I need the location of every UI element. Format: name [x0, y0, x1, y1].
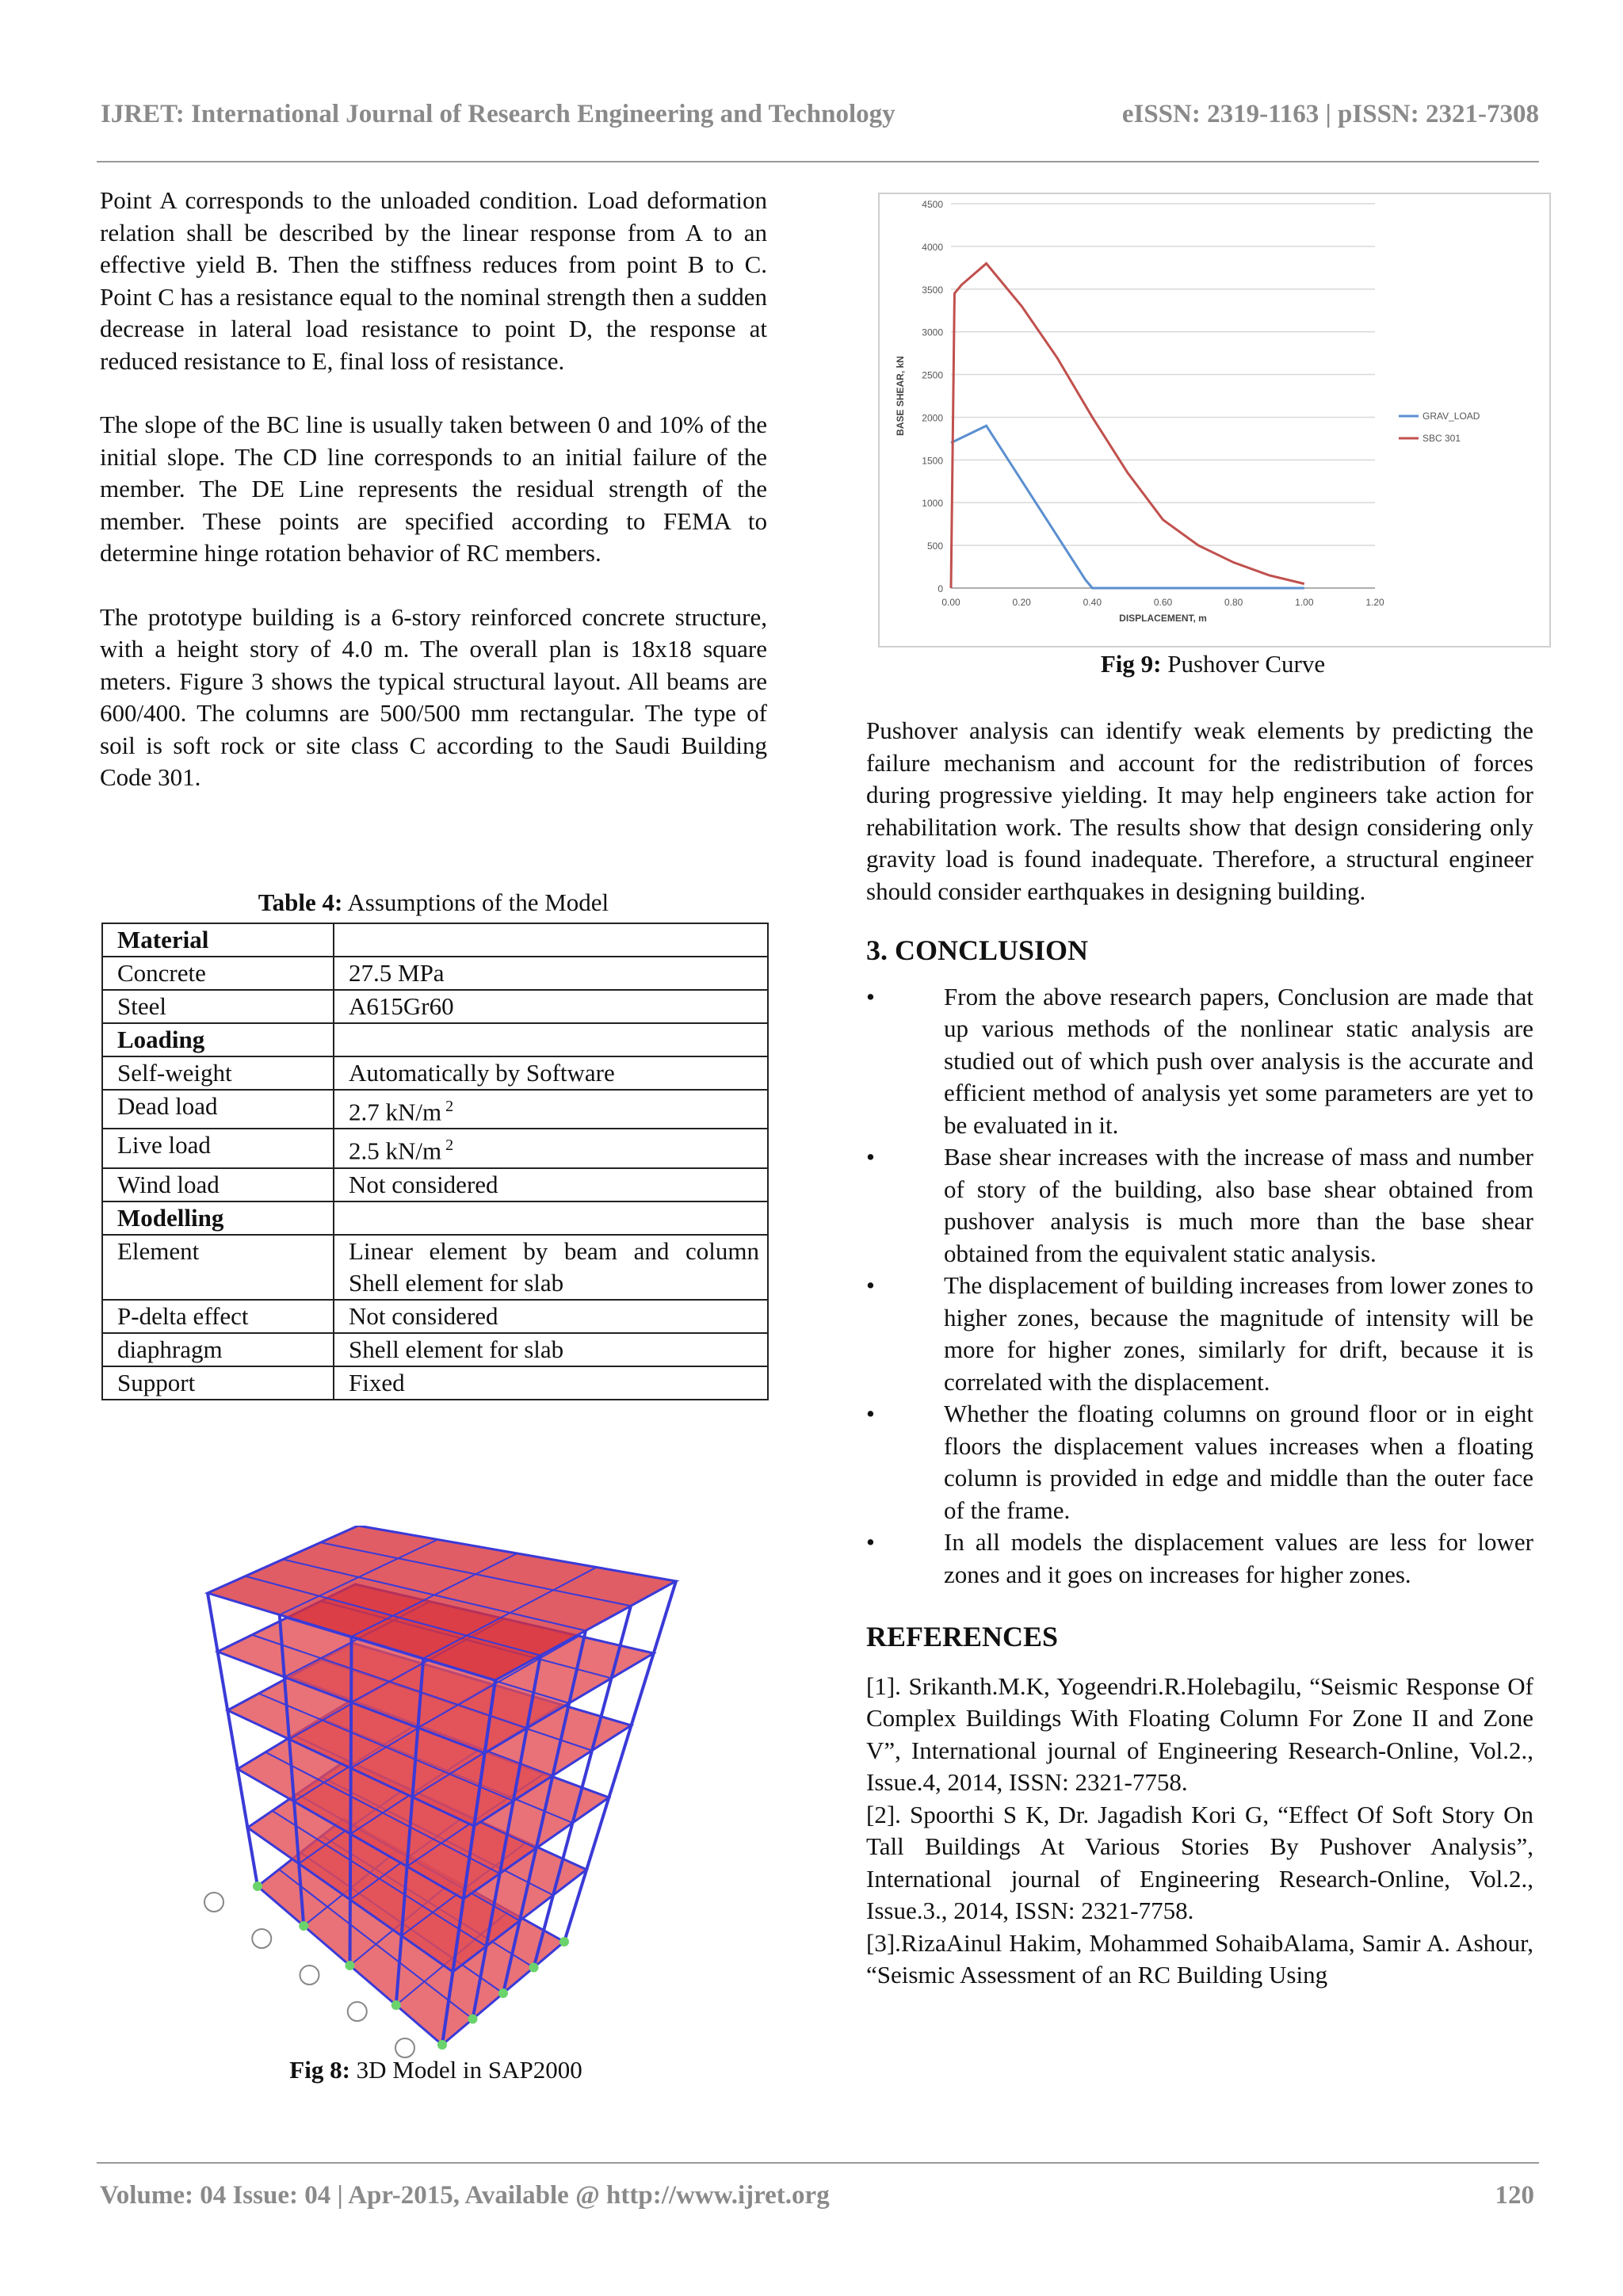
support-marker [391, 2000, 401, 2010]
column-line [350, 1637, 352, 1966]
issn-info: eISSN: 2319-1163 | pISSN: 2321-7308 [1121, 100, 1539, 128]
fig8-label: Fig 8: [289, 2056, 350, 2084]
table-title: Assumptions of the Model [347, 888, 609, 916]
table-cell-value [334, 1023, 768, 1056]
table-cell-value: A615Gr60 [334, 990, 768, 1023]
column-line [564, 1581, 676, 1942]
y-tick-label: 500 [926, 541, 943, 552]
reference-item: [3].RizaAinul Hakim, Mohammed SohaibAlama, Samir A. Ashour, “Seismic Assessment of an RC Building Using [866, 1928, 1533, 1988]
reference-item: [2]. Spoorthi S K, Dr. Jagadish Kori G, “Effect Of Soft Story On Tall Buildings At Various Stories By Pushover Analysis”, International journal of Engineering Research-Online, Vol.2., Issue.3., 2014, ISSN: 2321-7758. [866, 1800, 1533, 1924]
table-cell-key: P-delta effect [102, 1300, 334, 1333]
table-cell-key: Modelling [102, 1201, 334, 1235]
table-cell-value: Not considered [334, 1168, 768, 1201]
x-axis-label: DISPLACEMENT, m [1119, 613, 1207, 624]
x-tick-label: 0.40 [1083, 597, 1102, 608]
y-tick-label: 3000 [922, 327, 943, 338]
table-cell-value: 27.5 MPa [334, 957, 768, 990]
support-marker [346, 1961, 355, 1970]
conclusion-list [866, 981, 1533, 1591]
joint-label-circle [348, 2002, 367, 2021]
joint-label-circle [204, 1893, 223, 1912]
unit-superscript: 2 [441, 1098, 454, 1115]
fig9-title: Pushover Curve [1167, 650, 1326, 678]
support-marker [468, 2015, 478, 2024]
table-cell-key: Wind load [102, 1168, 334, 1201]
legend-entry: GRAV_LOAD [1423, 411, 1480, 422]
table-cell-key: Concrete [102, 957, 334, 990]
y-tick-label: 4000 [922, 241, 943, 253]
support-marker [253, 1881, 262, 1891]
table-cell-value: Linear element by beam and column Shell element for slab [334, 1235, 768, 1300]
table-cell-key: Element [102, 1235, 334, 1300]
table-cell-key: diaphragm [102, 1333, 334, 1366]
list-item: • Base shear increases with the increase of mass and number of story of the building, also base shear obtained from pushover analysis is much more than the base shear obtained from the equivalent static analysis. [866, 1143, 1533, 1267]
joint-label-circle [395, 2038, 414, 2057]
table-row [102, 990, 768, 1023]
table-row [102, 1168, 768, 1201]
paragraph-hinge-points: Point A corresponds to the unloaded condition. Load deformation relation shall be described by the linear response from A to an effective yield B. Then the stiffness reduces from point B to C. Point C has a resistance equal to the nominal strength then a sudden decrease in lateral load resistance to point D, the response at reduced resistance to E, final loss of resistance. [100, 186, 767, 375]
legend-entry: SBC 301 [1423, 433, 1461, 444]
series-line-grav-load [951, 426, 1304, 588]
y-tick-label: 2500 [922, 369, 943, 381]
table-cell-value: Automatically by Software [334, 1056, 768, 1090]
table-row [102, 1129, 768, 1167]
table-caption [100, 888, 767, 917]
fig8-caption [174, 2056, 697, 2084]
sap2000-3d-model-figure [190, 1526, 697, 2061]
support-marker [299, 1921, 308, 1931]
references-list [866, 1671, 1533, 1992]
paragraph-pushover: Pushover analysis can identify weak elements by predicting the failure mechanism and account for the redistribution of forces during progressive yielding. It may help engineers take action for rehabilitation work. The results show that design considering only gravity load is found inadequate. Therefore, a structural engineer should consider earthquakes in designing building. [866, 716, 1533, 905]
bullet-mark: • [866, 1528, 875, 1556]
table-cell-value: Not considered [334, 1300, 768, 1333]
list-item: • In all models the displacement values are less for lower zones and it goes on increases for higher zones. [866, 1528, 1533, 1588]
y-tick-label: 0 [938, 583, 943, 594]
table-cell-value: Shell element for slab [334, 1333, 768, 1366]
x-tick-label: 0.60 [1153, 597, 1173, 608]
table-cell-key: Self-weight [102, 1056, 334, 1090]
support-marker [498, 1988, 508, 1998]
table-cell-value [334, 923, 768, 957]
table-cell-value: 2.5 kN/m $^2$ [334, 1129, 768, 1167]
table-cell-value: 2.7 kN/m $^2$ [334, 1090, 768, 1129]
reference-item: [1]. Srikanth.M.K, Yogeendri.R.Holebagilu, “Seismic Response Of Complex Buildings With Floating Column For Zone II and Zone V”, International journal of Engineering Research-Online, Vol.2., Issue.4, 2014, ISSN: 2321-7758. [866, 1671, 1533, 1796]
bullet-mark: • [866, 1400, 875, 1427]
unit-superscript: 2 [441, 1137, 454, 1155]
list-item: • The displacement of building increases from lower zones to higher zones, because the magnitude of intensity will be more for higher zones, similarly for drift, because it is correlated with the displacement. [866, 1271, 1533, 1396]
bullet-mark: • [866, 1271, 875, 1299]
series-line-sbc-301 [951, 263, 1304, 588]
pushover-chart [880, 194, 1549, 646]
x-tick-label: 1.20 [1365, 597, 1384, 608]
support-marker [559, 1937, 569, 1946]
x-tick-label: 1.00 [1295, 597, 1314, 608]
table-cell-key: Live load [102, 1129, 334, 1167]
journal-title: IJRET: International Journal of Research Engineering and Technology [101, 100, 896, 128]
bullet-mark: • [866, 1143, 875, 1171]
footer-volume: Volume: 04 Issue: 04 | Apr-2015, Available @ http://www.ijret.org [100, 2181, 830, 2210]
table-cell-key: Support [102, 1366, 334, 1400]
table-row [102, 1023, 768, 1056]
list-item: • From the above research papers, Conclusion are made that up various methods of the nonlinear static analysis are studied out of which push over analysis is the accurate and efficient method of analysis yet some parameters are yet to be evaluated in it. [866, 982, 1533, 1139]
y-tick-label: 1500 [922, 455, 943, 467]
x-tick-label: 0.20 [1012, 597, 1031, 608]
table-row [102, 1056, 768, 1090]
y-tick-label: 1000 [922, 498, 943, 510]
list-item: • Whether the floating columns on ground floor or in eight floors the displacement values increases when a floating column is provided in edge and middle than the outer face of the frame. [866, 1400, 1533, 1524]
x-tick-label: 0.80 [1224, 597, 1243, 608]
footer-rule [97, 2162, 1539, 2164]
right-column [866, 715, 1533, 1992]
left-column [100, 185, 767, 826]
x-tick-label: 0.00 [941, 597, 960, 608]
conclusion-heading: 3. CONCLUSION [866, 934, 1089, 966]
table-row [102, 1333, 768, 1366]
support-marker [529, 1963, 539, 1973]
table-row [102, 957, 768, 990]
y-axis-label: BASE SHEAR, kN [895, 356, 906, 436]
table-row [102, 1235, 768, 1300]
table-row [102, 1090, 768, 1129]
table-row [102, 1366, 768, 1400]
assumptions-table [101, 923, 769, 1400]
fig9-caption [878, 650, 1548, 678]
table-row [102, 1300, 768, 1333]
references-heading: REFERENCES [866, 1621, 1059, 1652]
table-cell-key: Loading [102, 1023, 334, 1056]
y-tick-label: 2000 [922, 412, 943, 424]
table-row [102, 923, 768, 957]
support-marker [437, 2040, 447, 2050]
table-cell-key: Material [102, 923, 334, 957]
y-tick-label: 4500 [922, 199, 943, 210]
table-cell-key: Dead load [102, 1090, 334, 1129]
y-tick-label: 3500 [922, 284, 943, 296]
table-cell-value: Fixed [334, 1366, 768, 1400]
table-cell-value [334, 1201, 768, 1235]
joint-label-circle [252, 1929, 271, 1948]
fig8-title: 3D Model in SAP2000 [356, 2056, 582, 2084]
bullet-mark: • [866, 982, 875, 1010]
table-row [102, 1201, 768, 1235]
joint-label-circle [300, 1966, 319, 1985]
fig9-label: Fig 9: [1100, 650, 1162, 678]
paragraph-slope: The slope of the BC line is usually taken between 0 and 10% of the initial slope. The CD line corresponds to an initial failure of the member. The DE Line represents the residual strength of the member. These points are specified according to FEMA to determine hinge rotation behavior of RC members. [100, 411, 767, 567]
header-rule [97, 161, 1539, 162]
pushover-chart-frame [878, 193, 1551, 648]
paragraph-prototype: The prototype building is a 6-story reinforced concrete structure, with a height story of 4.0 m. The overall plan is 18x18 square meters. Figure 3 shows the typical structural layout. All beams are 600/400. The columns are 500/500 mm rectangular. The type of soil is soft rock or site class C according to the Saudi Building Code 301. [100, 602, 767, 791]
page-number: 120 [1495, 2181, 1534, 2210]
table-cell-key: Steel [102, 990, 334, 1023]
table-label: Table 4: [258, 888, 343, 916]
